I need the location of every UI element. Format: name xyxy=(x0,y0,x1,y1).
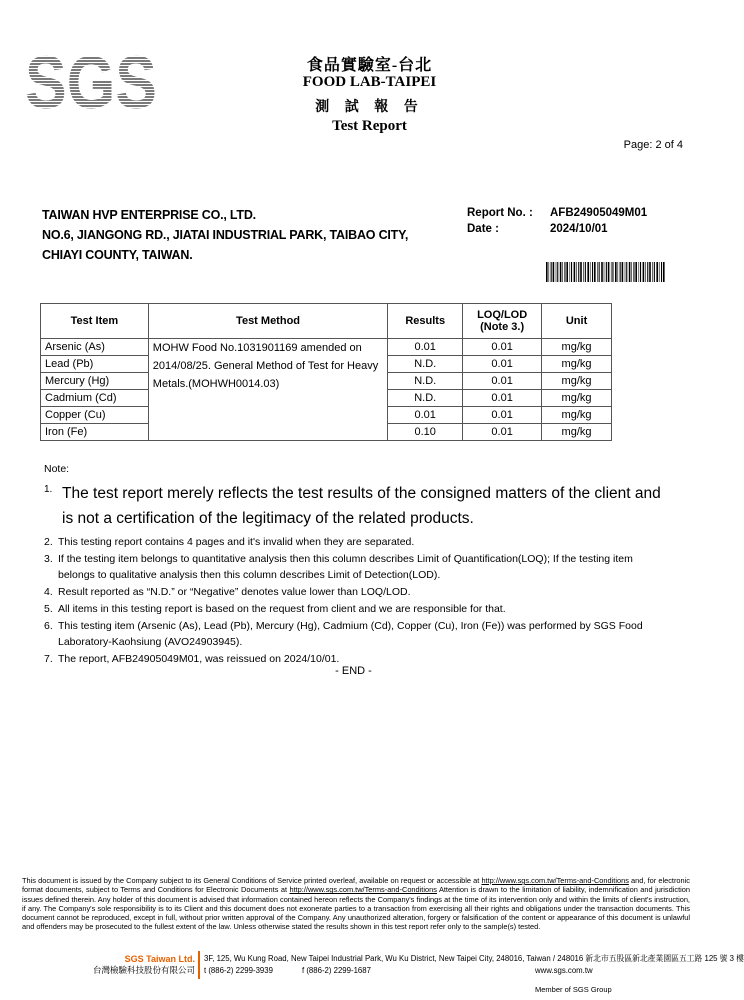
note-text: The test report merely reflects the test results of the consigned matters of the client and is not a certification of the legitimacy of the related products. xyxy=(62,485,661,527)
footer-company-en: SGS Taiwan Ltd. xyxy=(124,954,195,964)
results-table xyxy=(40,303,612,441)
cell-result: N.D. xyxy=(388,373,463,390)
method-line: 2014/08/25. General Method of Test for Heavy xyxy=(152,360,379,372)
cell-result: 0.01 xyxy=(388,407,463,424)
cell-unit: mg/kg xyxy=(542,407,612,424)
cell-item: Lead (Pb) xyxy=(41,356,149,373)
cell-loq: 0.01 xyxy=(463,407,542,424)
header-test-method: Test Method xyxy=(148,304,387,339)
note-text: This testing report contains 4 pages and it's invalid when they are separated. xyxy=(58,536,415,548)
table-row xyxy=(41,339,612,356)
note-item xyxy=(44,601,664,617)
cell-result: 0.10 xyxy=(388,424,463,441)
disclaimer-text: Attention is drawn to the limitation of liability, indemnification and jurisdiction issues defined therein. Any holder of this document is advised that information contained hereon reflects the Company's findings at the time of its intervention only and within the limits of client's instruction, if any. The Company's sole responsibility is to its Client and this document does not exonerate parties to a transaction from exercising all their rights and obligations under the transaction documents. This document cannot be reproduced, except in full, without prior written approval of the Company. Any unauthorized alteration, forgery or falsification of the content or appearance of this document is unlawful and offenders may be prosecuted to the fullest extent of the law. Unless otherwise stated the results shown in this test report refer only to the sample(s) tested. xyxy=(22,885,690,932)
cell-result: 0.01 xyxy=(388,339,463,356)
report-title-zh: 測 試 報 告 xyxy=(315,100,424,115)
cell-method xyxy=(148,339,387,441)
disclaimer-text: This document is issued by the Company subject to its General Conditions of Service printed overleaf, available on request or accessible at xyxy=(22,876,482,885)
note-number: 5. xyxy=(44,603,53,615)
cell-item: Cadmium (Cd) xyxy=(41,390,149,407)
footer-member: Member of SGS Group xyxy=(535,985,612,994)
footer-fax: f (886-2) 2299-1687 xyxy=(302,966,371,975)
cell-unit: mg/kg xyxy=(542,339,612,356)
cell-item: Copper (Cu) xyxy=(41,407,149,424)
method-line: MOHW Food No.1031901169 amended on xyxy=(152,342,362,354)
cell-loq: 0.01 xyxy=(463,424,542,441)
cell-loq: 0.01 xyxy=(463,356,542,373)
cell-result: N.D. xyxy=(388,390,463,407)
note-text: This testing item (Arsenic (As), Lead (Pb), Mercury (Hg), Cadmium (Cd), Copper (Cu), Iron (Fe)) was performed by SGS Food Laboratory-Kaohsiung (AVO24903945). xyxy=(58,620,643,648)
footer-telephone: t (886-2) 2299-3939 xyxy=(204,966,273,975)
cell-loq: 0.01 xyxy=(463,390,542,407)
client-address-line2: CHIAYI COUNTY, TAIWAN. xyxy=(42,248,193,262)
notes-section xyxy=(44,463,664,668)
note-item xyxy=(44,534,664,550)
terms-link[interactable]: http://www.sgs.com.tw/Terms-and-Conditions xyxy=(481,876,629,885)
footer-website[interactable]: www.sgs.com.tw xyxy=(535,966,593,975)
cell-unit: mg/kg xyxy=(542,356,612,373)
cell-loq: 0.01 xyxy=(463,373,542,390)
svg-text:SGS: SGS xyxy=(25,41,157,124)
end-mark: - END - xyxy=(335,665,372,677)
note-text: If the testing item belongs to quantitative analysis then this column describes Limit of Quantification(LOQ); If the testing item belongs to qualitative analysis then this column describes Limit of Detection(LOD). xyxy=(58,553,633,581)
note-number: 6. xyxy=(44,620,53,632)
header-loq-line2: (Note 3.) xyxy=(480,321,525,333)
lab-title-zh: 食品實驗室-台北 xyxy=(306,57,433,74)
note-number: 7. xyxy=(44,653,53,665)
header-test-item: Test Item xyxy=(41,304,149,339)
note-number: 4. xyxy=(44,586,53,598)
note-number: 3. xyxy=(44,553,53,565)
client-block xyxy=(42,205,408,265)
report-number-label: Report No. : xyxy=(467,207,533,219)
note-item xyxy=(44,481,664,531)
header-results: Results xyxy=(388,304,463,339)
footer-address: 3F, 125, Wu Kung Road, New Taipei Industrial Park, Wu Ku District, New Taipei City, 248016, Taiwan / 248016 新北市五股區新北產業園區五工路 125 號 3 樓 xyxy=(204,954,744,963)
barcode xyxy=(546,262,664,282)
client-address-line1: NO.6, JIANGONG RD., JIATAI INDUSTRIAL PARK, TAIBAO CITY, xyxy=(42,228,409,242)
disclaimer-text: and, for electronic format documents, subject to Terms and Conditions for Electronic Documents at xyxy=(22,876,690,895)
cell-item: Arsenic (As) xyxy=(41,339,149,356)
note-number: 2. xyxy=(44,536,53,548)
method-line: Metals.(MOHWH0014.03) xyxy=(152,378,280,390)
footer-divider xyxy=(198,951,200,979)
cell-item: Mercury (Hg) xyxy=(41,373,149,390)
legal-disclaimer xyxy=(22,876,690,932)
note-item xyxy=(44,551,664,583)
header-loq-line1: LOQ/LOD xyxy=(477,309,528,321)
lab-title-en: FOOD LAB-TAIPEI xyxy=(302,74,437,90)
notes-label: Note: xyxy=(44,463,70,475)
cell-unit: mg/kg xyxy=(542,424,612,441)
report-number xyxy=(467,207,648,219)
table-header-row xyxy=(41,304,612,339)
footer-company-zh: 台灣檢驗科技股份有限公司 xyxy=(92,965,195,975)
header-loq-lod xyxy=(463,304,542,339)
footer-company xyxy=(63,954,195,976)
note-text: All items in this testing report is based on the request from client and we are responsible for that. xyxy=(58,603,506,615)
page-number: Page: 2 of 4 xyxy=(623,139,683,151)
note-item xyxy=(44,618,664,650)
cell-unit: mg/kg xyxy=(542,373,612,390)
cell-item: Iron (Fe) xyxy=(41,424,149,441)
client-name: TAIWAN HVP ENTERPRISE CO., LTD. xyxy=(42,208,256,222)
report-title-en: Test Report xyxy=(332,118,407,134)
report-date-label: Date : xyxy=(467,223,499,235)
header-unit: Unit xyxy=(542,304,612,339)
cell-unit: mg/kg xyxy=(542,390,612,407)
note-text: Result reported as “N.D.” or “Negative” denotes value lower than LOQ/LOD. xyxy=(58,586,411,598)
report-date-value: 2024/10/01 xyxy=(550,223,608,235)
note-text: The report, AFB24905049M01, was reissued on 2024/10/01. xyxy=(58,653,340,665)
report-date xyxy=(467,223,608,235)
cell-result: N.D. xyxy=(388,356,463,373)
electronic-terms-link[interactable]: http://www.sgs.com.tw/Terms-and-Conditions xyxy=(289,885,437,895)
note-number: 1. xyxy=(44,484,53,495)
cell-loq: 0.01 xyxy=(463,339,542,356)
report-number-value: AFB24905049M01 xyxy=(550,207,648,219)
note-item xyxy=(44,584,664,600)
